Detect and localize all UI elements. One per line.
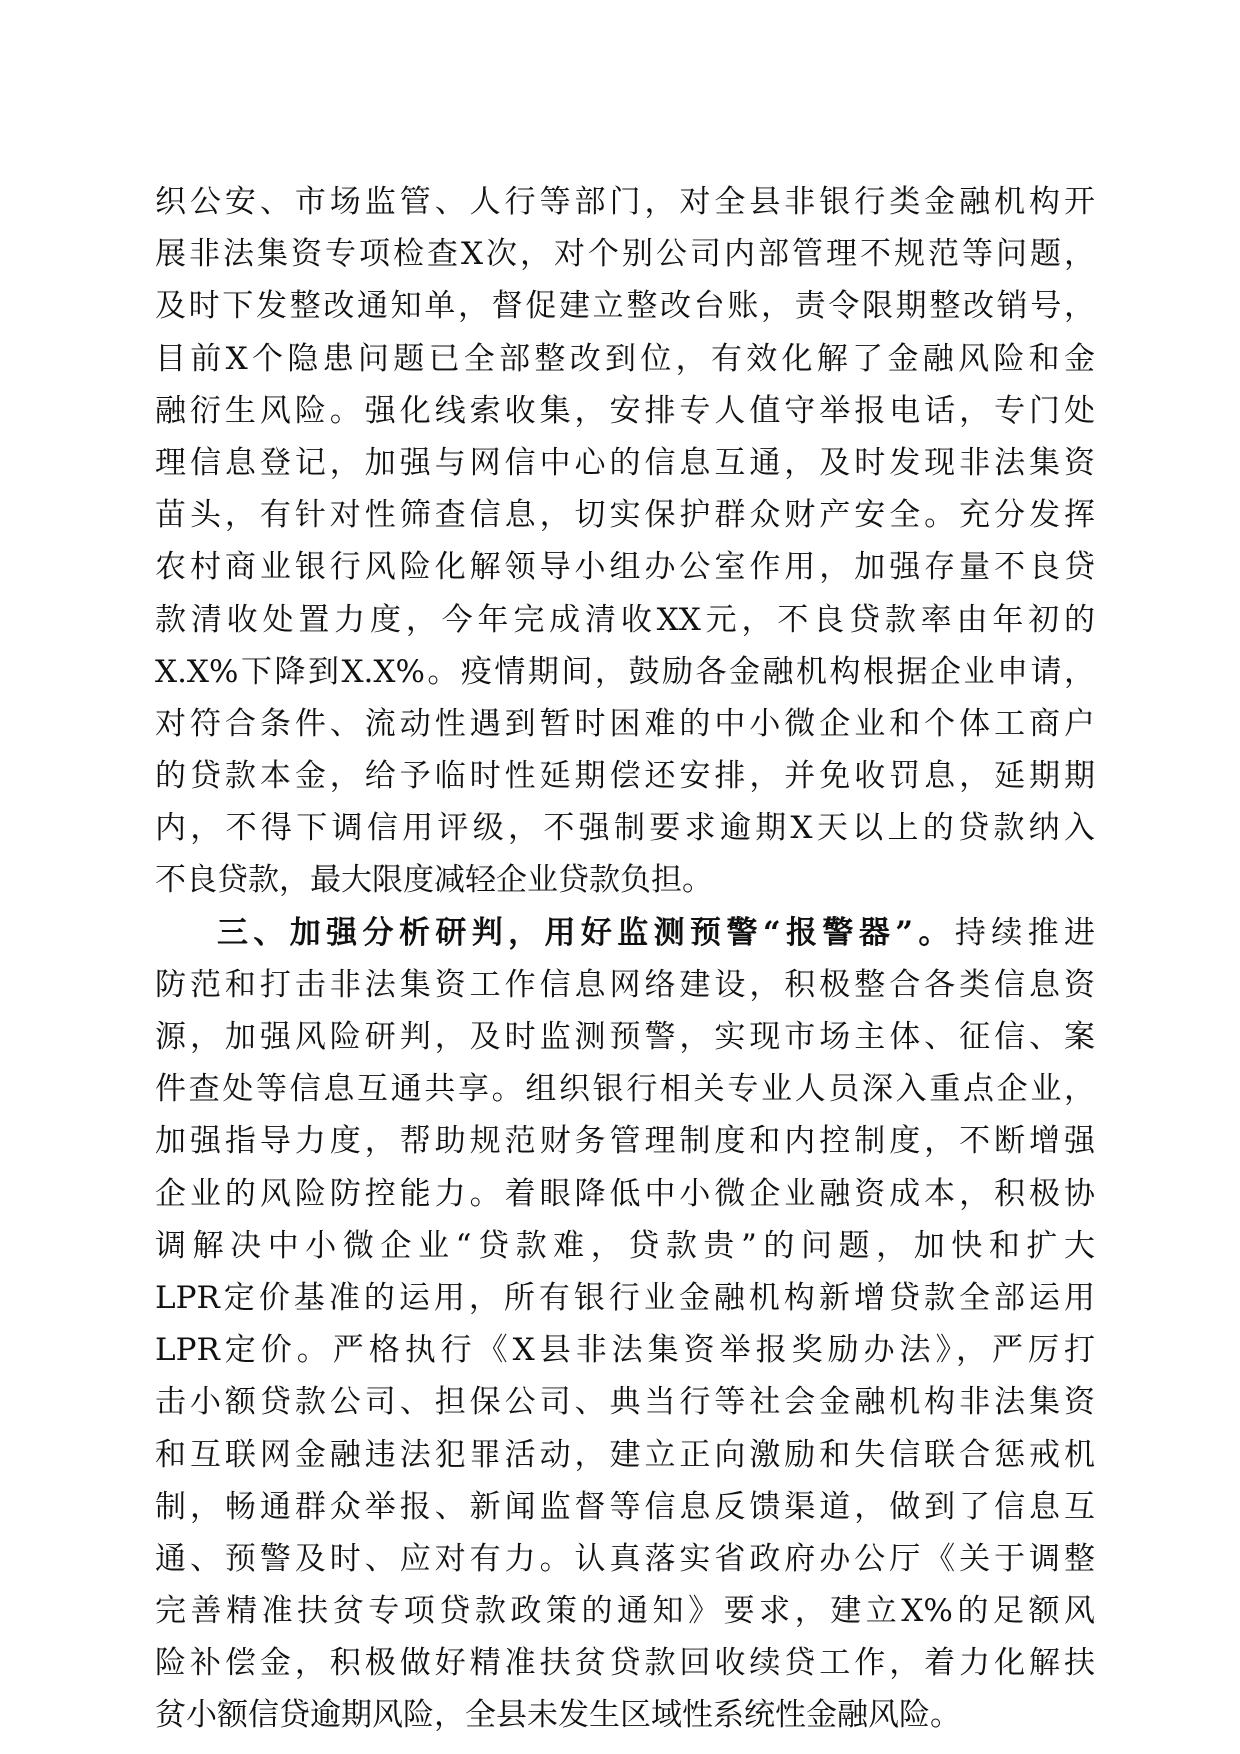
paragraph-line: 和互联网金融违法犯罪活动，建立正向激励和失信联合惩戒机 xyxy=(155,1436,1095,1473)
paragraph-line: LPR定价基准的运用，所有银行业金融机构新增贷款全部运用 xyxy=(155,1279,1095,1316)
paragraph-line: 对符合条件、流动性遇到暂时困难的中小微企业和个体工商户 xyxy=(155,705,1095,742)
paragraph-line: 理信息登记，加强与网信中心的信息互通，及时发现非法集资 xyxy=(155,444,1095,481)
paragraph-2 xyxy=(155,907,1095,1742)
paragraph-line: 加强指导力度，帮助规范财务管理制度和内控制度，不断增强 xyxy=(155,1123,1095,1160)
paragraph-line: LPR定价。严格执行《X县非法集资举报奖励办法》，严厉打 xyxy=(155,1332,1095,1369)
paragraph-line: 目前X个隐患问题已全部整改到位，有效化解了金融风险和金 xyxy=(155,340,1095,377)
section-heading: 三、加强分析研判，用好监测预警“报警器”。 xyxy=(217,914,955,951)
paragraph-line: 内，不得下调信用评级，不强制要求逾期X天以上的贷款纳入 xyxy=(155,810,1095,847)
document-body xyxy=(155,176,1095,1742)
paragraph-line: 完善精准扶贫专项贷款政策的通知》要求，建立X%的足额风 xyxy=(155,1593,1095,1630)
paragraph-line: X.X%下降到X.X%。疫情期间，鼓励各金融机构根据企业申请， xyxy=(155,653,1095,690)
paragraph-line: 农村商业银行风险化解领导小组办公室作用，加强存量不良贷 xyxy=(155,549,1095,586)
paragraph-line: 不良贷款，最大限度减轻企业贷款负担。 xyxy=(155,862,713,899)
heading-line-rest: 持续推进 xyxy=(954,914,1095,951)
paragraph-line: 制，畅通群众举报、新闻监督等信息反馈渠道，做到了信息互 xyxy=(155,1488,1095,1525)
paragraph-line: 展非法集资专项检查X次，对个别公司内部管理不规范等问题， xyxy=(155,236,1095,273)
paragraph-line: 险补偿金，积极做好精准扶贫贷款回收续贷工作，着力化解扶 xyxy=(155,1645,1095,1682)
paragraph-line: 防范和打击非法集资工作信息网络建设，积极整合各类信息资 xyxy=(155,966,1095,1003)
section-heading-line xyxy=(155,907,1095,959)
paragraph-line: 苗头，有针对性筛查信息，切实保护群众财产安全。充分发挥 xyxy=(155,497,1095,534)
paragraph-line: 件查处等信息互通共享。组织银行相关专业人员深入重点企业， xyxy=(155,1071,1095,1108)
paragraph-line: 通、预警及时、应对有力。认真落实省政府办公厅《关于调整 xyxy=(155,1540,1095,1577)
paragraph-line: 调解决中小微企业“贷款难，贷款贵”的问题，加快和扩大 xyxy=(155,1227,1095,1264)
paragraph-line: 击小额贷款公司、担保公司、典当行等社会金融机构非法集资 xyxy=(155,1384,1095,1421)
paragraph-line: 织公安、市场监管、人行等部门，对全县非银行类金融机构开 xyxy=(155,184,1095,220)
paragraph-line: 企业的风险防控能力。着眼降低中小微企业融资成本，积极协 xyxy=(155,1175,1095,1212)
paragraph-line: 款清收处置力度，今年完成清收XX元，不良贷款率由年初的 xyxy=(155,601,1095,638)
paragraph-line: 贫小额信贷逾期风险，全县未发生区域性系统性金融风险。 xyxy=(155,1697,961,1734)
paragraph-line: 及时下发整改通知单，督促建立整改台账，责令限期整改销号， xyxy=(155,288,1095,325)
paragraph-1 xyxy=(155,176,1095,907)
paragraph-line: 的贷款本金，给予临时性延期偿还安排，并免收罚息，延期期 xyxy=(155,758,1095,795)
paragraph-line: 源，加强风险研判，及时监测预警，实现市场主体、征信、案 xyxy=(155,1019,1095,1055)
paragraph-line: 融衍生风险。强化线索收集，安排专人值守举报电话，专门处 xyxy=(155,392,1095,429)
